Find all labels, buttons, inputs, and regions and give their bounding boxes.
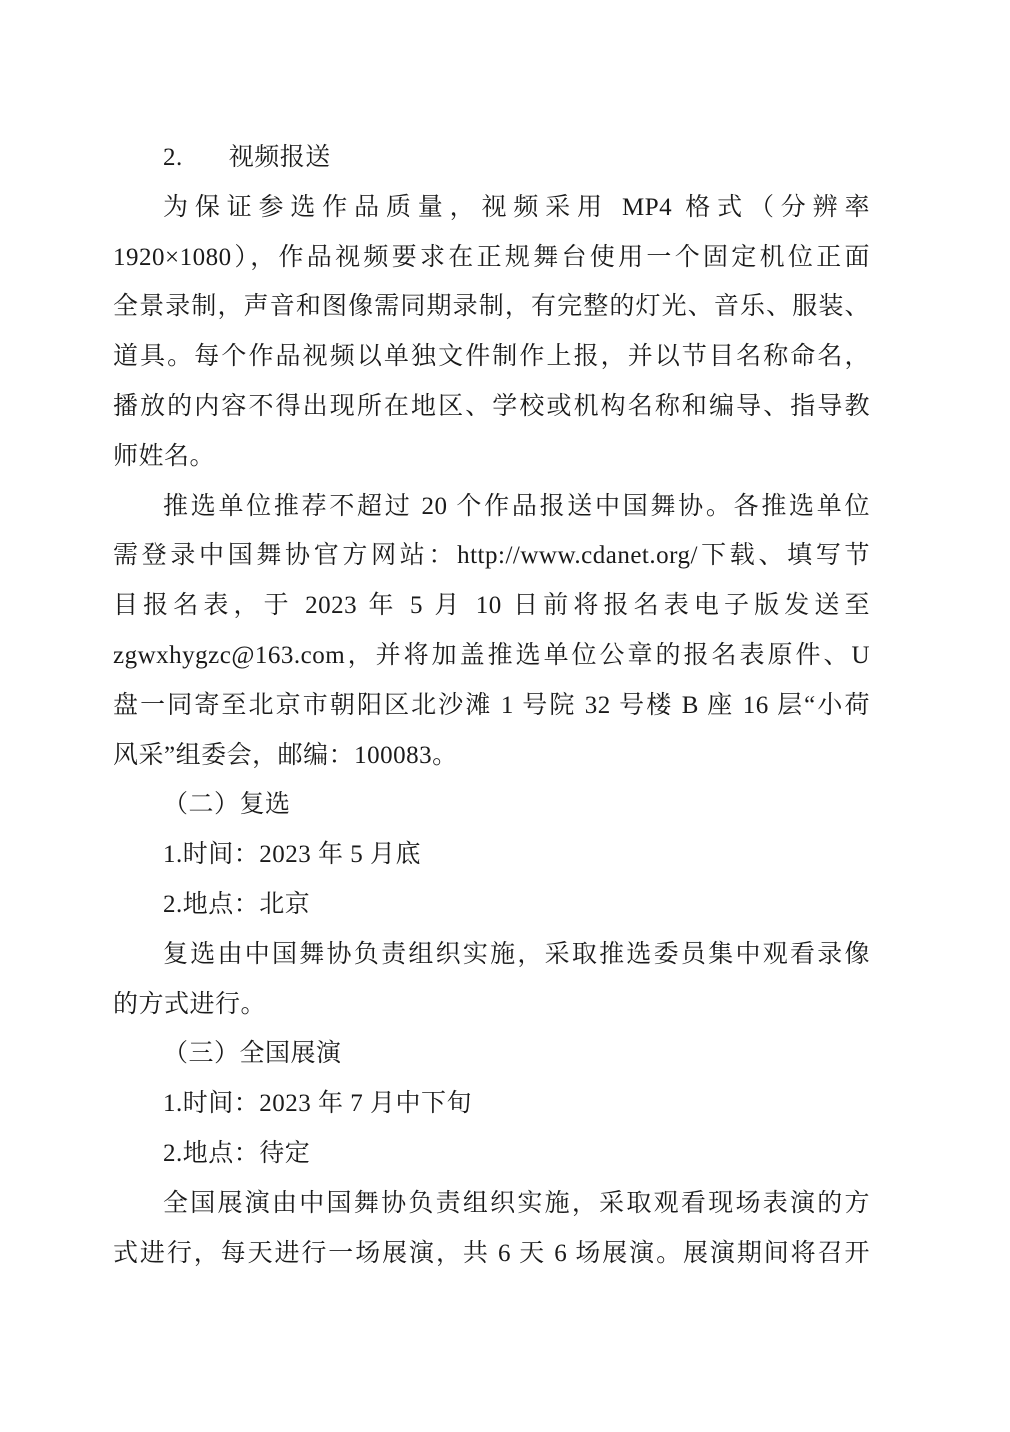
text-line: 目报名表，于 2023 年 5 月 10 日前将报名表电子版发送至 [113, 592, 870, 620]
section-heading [113, 133, 870, 183]
text-line: 全景录制，声音和图像需同期录制，有完整的灯光、音乐、服装、 [113, 293, 870, 321]
paragraph-lines [113, 183, 870, 1279]
section-heading-title: 视频报送 [228, 144, 331, 171]
text-line: 盘一同寄至北京市朝阳区北沙滩 1 号院 32 号楼 B 座 16 层“小荷 [113, 691, 870, 719]
text-line: 需登录中国舞协官方网站：http://www.cdanet.org/下载、填写节 [113, 542, 870, 570]
text-line: 推选单位推荐不超过 20 个作品报送中国舞协。各推选单位 [163, 492, 870, 520]
text-line: 全国展演由中国舞协负责组织实施，采取观看现场表演的方 [163, 1189, 870, 1217]
document-body [113, 133, 870, 1278]
text-line: 1920×1080），作品视频要求在正规舞台使用一个固定机位正面 [113, 243, 870, 271]
text-line: 2.地点：北京 [163, 890, 311, 918]
text-line: 道具。每个作品视频以单独文件制作上报，并以节目名称命名， [113, 343, 870, 371]
text-line: 式进行，每天进行一场展演，共 6 天 6 场展演。展演期间将召开 [113, 1239, 870, 1267]
text-line: 1.时间：2023 年 7 月中下旬 [163, 1090, 473, 1118]
text-line: 的方式进行。 [113, 990, 267, 1018]
section-heading-number: 2. [163, 144, 183, 171]
text-line: 为保证参选作品质量，视频采用 MP4 格式（分辨率 [163, 193, 870, 221]
text-line: （三）全国展演 [163, 1040, 342, 1068]
text-line: zgwxhygzc@163.com，并将加盖推选单位公章的报名表原件、U [113, 641, 870, 669]
text-line: 师姓名。 [113, 442, 216, 470]
text-line: 风采”组委会，邮编：100083。 [113, 741, 458, 769]
text-line: 复选由中国舞协负责组织实施，采取推选委员集中观看录像 [163, 940, 870, 968]
text-line: 1.时间：2023 年 5 月底 [163, 841, 422, 869]
text-line: （二）复选 [163, 791, 291, 819]
text-line: 播放的内容不得出现所在地区、学校或机构名称和编导、指导教 [113, 392, 870, 420]
text-line: 2.地点：待定 [163, 1139, 311, 1167]
